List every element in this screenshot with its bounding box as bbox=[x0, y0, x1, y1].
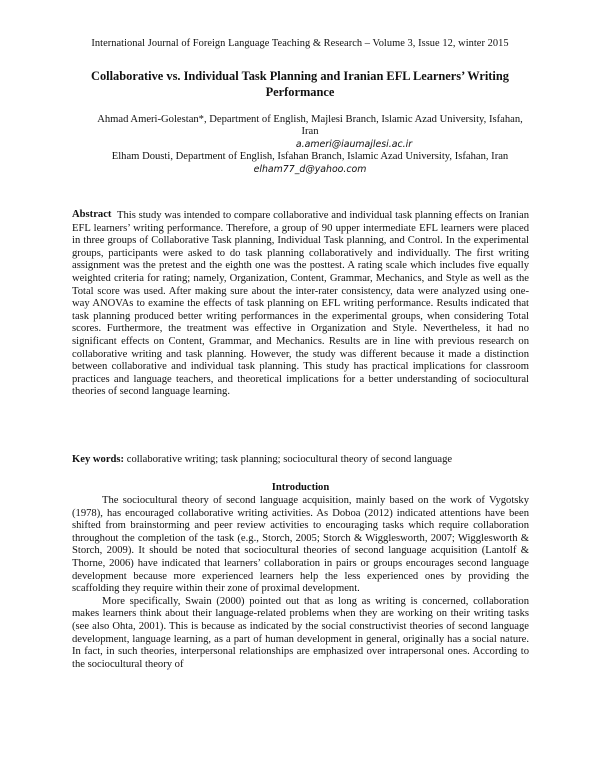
intro-paragraph-1: The sociocultural theory of second language acquisition, mainly based on the work of Vygotsky (1978), has encouraged collaborative writing activities. As Doboa (2012) indicated attentions have been shifted from brainstorming and peer review activities to encouraging tasks which require collaboration throughout the completion of the task (e.g., Storch, 2005; Storch & Wigglesworth, 2007; Wigglesworth & Storch, 2009). It should be noted that sociocultural theories of second language acquisition (Lantolf & Thorne, 2006) have indicated that learners’ collaboration in pairs or groups encourages second language development because more experienced learners help the less experienced ones by providing the scaffolding they require within their zone of proximal development. bbox=[72, 495, 529, 595]
paper-title: Collaborative vs. Individual Task Planning and Iranian EFL Learners’ Writing Performance bbox=[91, 69, 509, 99]
keywords-text: collaborative writing; task planning; sociocultural theory of second language bbox=[124, 454, 453, 465]
author1-email[interactable]: a.ameri@iaumajlesi.ac.ir bbox=[295, 138, 413, 150]
running-head: International Journal of Foreign Language Teaching & Research – Volume 3, Issue 12, winter 2015 bbox=[91, 38, 509, 49]
author2-affiliation: Elham Dousti, Department of English, Isfahan Branch, Islamic Azad University, Isfahan, Iran bbox=[111, 151, 509, 163]
author-block bbox=[90, 114, 530, 176]
abstract-body bbox=[72, 210, 529, 399]
keywords-label: Key words: bbox=[72, 454, 125, 465]
abstract-text: This study was intended to compare collaborative and individual task planning effects on Iranian EFL learners’ writing performance. Therefore, a group of 90 upper intermediate EFL learners were placed in three groups of Collaborative Task planning, Individual Task planning, and Control. In the experimental groups, participants were asked to do task planning collaboratively and individually. The first writing assignment was the pretest and the eighth one was the posttest. A rating scale which includes five equally weighted criteria for rating; namely, Organization, Content, Grammar, Mechanics, and Style as well as the Total score was used. After making sure about the inter-rater consistency, data were analyzed using one-way ANOVAs to examine the effects of task planning on EFL writing performance. Results indicated that task planning produced better writing performances in the experimental groups, when considering Total scores. Furthermore, the treatment was effective in Organization and Style. Nevertheless, it had no significant effects on Content, Grammar, and Mechanics. Results are in line with previous research on collaborative writing and task planning. However, the study was different because it made a distinction between collaborative and individual task planning. This study has practical implications for classroom practices and language teachers, and theoretical implications for a better understanding of sociocultural theories of second language learning. bbox=[72, 210, 529, 398]
introduction-body bbox=[72, 495, 529, 671]
keywords bbox=[72, 454, 529, 467]
introduction-heading: Introduction bbox=[271, 482, 330, 493]
abstract-heading: Abstract bbox=[72, 209, 112, 220]
intro-paragraph-2: More specifically, Swain (2000) pointed out that as long as writing is concerned, collaboration makes learners think about their language-related problems when they are working on their writing tasks (see also Ohta, 2001). This is because as indicated by the social constructivist theories of second language development, language learning, as a part of human development in general, originally has a social nature. In fact, in such theories, interpersonal relationships are emphasized over intrapersonal ones. According to the sociocultural theory of bbox=[72, 595, 529, 670]
author1-affiliation: Ahmad Ameri-Golestan*, Department of English, Majlesi Branch, Islamic Azad University, Isfahan, Iran bbox=[97, 114, 523, 138]
author2-email[interactable]: elham77_d@yahoo.com bbox=[253, 163, 367, 175]
